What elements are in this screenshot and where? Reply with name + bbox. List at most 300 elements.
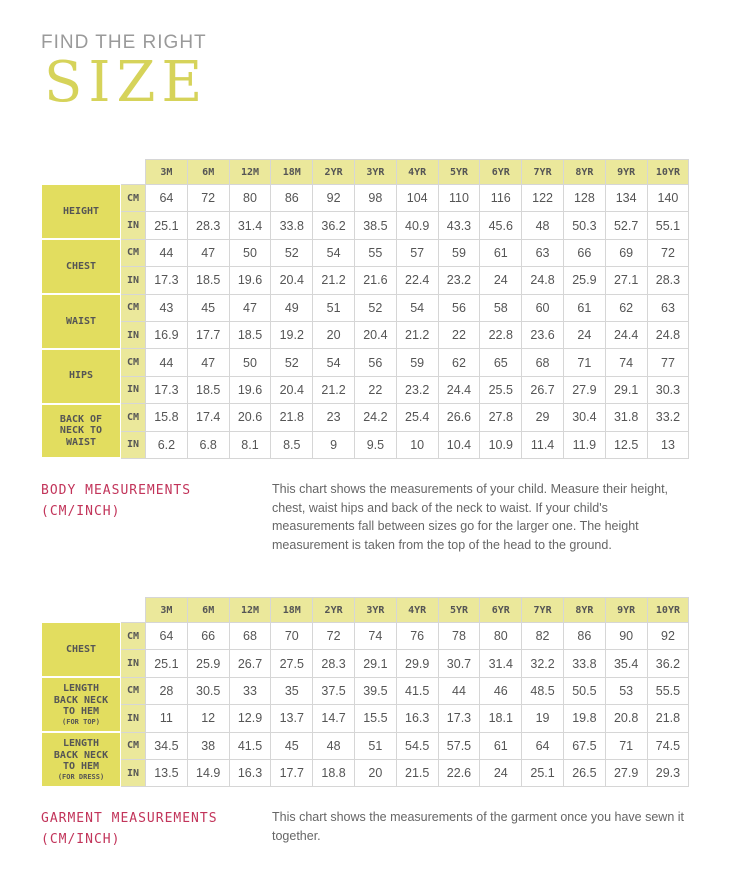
measurement-value: 58 (480, 294, 522, 321)
measurement-value: 13 (647, 431, 689, 458)
measurement-value: 26.7 (522, 376, 564, 403)
measurement-value: 23 (313, 404, 355, 431)
measurement-value: 21.8 (271, 404, 313, 431)
size-column-header: 6M (187, 598, 229, 623)
size-column-header: 3M (146, 598, 188, 623)
measurement-value: 76 (396, 623, 438, 650)
measurement-value: 35.4 (605, 650, 647, 677)
measurement-value: 24 (480, 267, 522, 294)
measurement-value: 82 (522, 623, 564, 650)
measurement-value: 33 (229, 677, 271, 704)
measurement-value: 16.3 (396, 705, 438, 732)
measurement-value: 33.8 (271, 212, 313, 239)
size-column-header: 18M (271, 598, 313, 623)
measurement-value: 25.1 (522, 759, 564, 786)
measurement-value: 47 (229, 294, 271, 321)
measurement-category (42, 623, 121, 678)
measurement-value: 49 (271, 294, 313, 321)
measurement-value: 43 (146, 294, 188, 321)
measurement-value: 23.6 (522, 321, 564, 348)
measurement-value: 43.3 (438, 212, 480, 239)
measurement-value: 26.5 (563, 759, 605, 786)
unit-label: IN (121, 321, 146, 348)
measurement-value: 20.8 (605, 705, 647, 732)
unit-label: IN (121, 212, 146, 239)
measurement-value: 32.2 (522, 650, 564, 677)
size-column-header: 9YR (605, 598, 647, 623)
measurement-value: 44 (146, 239, 188, 266)
measurement-value: 17.4 (187, 404, 229, 431)
measurement-value: 55.5 (647, 677, 689, 704)
table-row (42, 294, 689, 321)
measurement-value: 10.9 (480, 431, 522, 458)
measurement-value: 29.9 (396, 650, 438, 677)
measurement-value: 116 (480, 185, 522, 212)
measurement-value: 8.1 (229, 431, 271, 458)
measurement-value: 27.9 (563, 376, 605, 403)
blank-cell (121, 160, 146, 185)
measurement-value: 16.3 (229, 759, 271, 786)
measurement-value: 23.2 (396, 376, 438, 403)
measurement-value: 20 (313, 321, 355, 348)
measurement-value: 30.7 (438, 650, 480, 677)
measurement-value: 16.9 (146, 321, 188, 348)
measurement-value: 57 (396, 239, 438, 266)
measurement-value: 44 (438, 677, 480, 704)
measurement-value: 9 (313, 431, 355, 458)
measurement-value: 17.3 (146, 376, 188, 403)
measurement-value: 18.5 (187, 376, 229, 403)
table-row (42, 732, 689, 759)
table-row (42, 321, 689, 348)
measurement-value: 22.4 (396, 267, 438, 294)
unit-label: CM (121, 185, 146, 212)
measurement-value: 24.4 (438, 376, 480, 403)
size-column-header: 9YR (605, 160, 647, 185)
measurement-value: 41.5 (396, 677, 438, 704)
measurement-value: 56 (438, 294, 480, 321)
measurement-value: 74 (354, 623, 396, 650)
measurement-value: 39.5 (354, 677, 396, 704)
measurement-value: 51 (313, 294, 355, 321)
measurement-value: 90 (605, 623, 647, 650)
measurement-value: 29.3 (647, 759, 689, 786)
measurement-value: 27.9 (605, 759, 647, 786)
size-column-header: 12M (229, 160, 271, 185)
measurement-value: 36.2 (647, 650, 689, 677)
measurement-value: 134 (605, 185, 647, 212)
measurement-value: 50.5 (563, 677, 605, 704)
measurement-value: 50 (229, 349, 271, 376)
measurement-value: 26.7 (229, 650, 271, 677)
measurement-value: 6.2 (146, 431, 188, 458)
measurement-value: 29.1 (354, 650, 396, 677)
measurement-value: 23.2 (438, 267, 480, 294)
table-row (42, 623, 689, 650)
measurement-value: 21.2 (313, 267, 355, 294)
measurement-value: 21.5 (396, 759, 438, 786)
measurement-value: 52.7 (605, 212, 647, 239)
measurement-value: 21.2 (313, 376, 355, 403)
measurement-category-label: CHEST (65, 260, 97, 272)
measurement-value: 48 (313, 732, 355, 759)
measurement-value: 25.9 (563, 267, 605, 294)
unit-label: CM (121, 239, 146, 266)
measurement-value: 19 (522, 705, 564, 732)
measurement-value: 24.8 (522, 267, 564, 294)
garment-measurements-units: (CM/INCH) (41, 832, 121, 847)
measurement-value: 54.5 (396, 732, 438, 759)
unit-label: IN (121, 705, 146, 732)
body-measurements-table (41, 159, 689, 459)
measurement-category (42, 677, 121, 732)
size-column-header: 6YR (480, 598, 522, 623)
measurement-category-label: HIPS (68, 370, 94, 382)
measurement-value: 24 (563, 321, 605, 348)
size-header-row (42, 160, 689, 185)
page-title: SIZE (44, 50, 209, 115)
measurement-value: 13.7 (271, 705, 313, 732)
size-column-header: 2YR (313, 160, 355, 185)
unit-label: CM (121, 677, 146, 704)
table-row (42, 267, 689, 294)
unit-label: CM (121, 623, 146, 650)
measurement-category-label: BACK OF NECK TO WAIST (59, 413, 103, 448)
body-measurements-units: (CM/INCH) (41, 504, 121, 519)
measurement-value: 34.5 (146, 732, 188, 759)
body-measurements-title: BODY MEASUREMENTS (41, 483, 192, 498)
measurement-value: 64 (522, 732, 564, 759)
blank-cell (42, 598, 121, 623)
table-row (42, 759, 689, 786)
measurement-value: 20.6 (229, 404, 271, 431)
measurement-value: 52 (271, 239, 313, 266)
measurement-value: 80 (480, 623, 522, 650)
measurement-value: 98 (354, 185, 396, 212)
measurement-value: 11.4 (522, 431, 564, 458)
measurement-value: 110 (438, 185, 480, 212)
measurement-value: 122 (522, 185, 564, 212)
measurement-category-label: LENGTH BACK NECK TO HEM (53, 683, 109, 718)
table-row (42, 185, 689, 212)
measurement-value: 67.5 (563, 732, 605, 759)
measurement-value: 28.3 (313, 650, 355, 677)
measurement-value: 29 (522, 404, 564, 431)
measurement-value: 11 (146, 705, 188, 732)
measurement-category (42, 349, 121, 404)
measurement-value: 69 (605, 239, 647, 266)
measurement-value: 21.8 (647, 705, 689, 732)
measurement-value: 20.4 (271, 376, 313, 403)
measurement-value: 18.5 (229, 321, 271, 348)
measurement-value: 59 (438, 239, 480, 266)
measurement-category-label: HEIGHT (62, 205, 100, 217)
measurement-value: 18.8 (313, 759, 355, 786)
measurement-value: 46 (480, 677, 522, 704)
size-column-header: 3YR (354, 598, 396, 623)
table-row (42, 404, 689, 431)
measurement-value: 128 (563, 185, 605, 212)
measurement-value: 20 (354, 759, 396, 786)
unit-label: CM (121, 732, 146, 759)
measurement-value: 54 (313, 349, 355, 376)
measurement-value: 18.1 (480, 705, 522, 732)
measurement-value: 86 (271, 185, 313, 212)
measurement-value: 24 (480, 759, 522, 786)
measurement-value: 140 (647, 185, 689, 212)
measurement-category-note: (FOR DRESS) (57, 772, 105, 781)
measurement-value: 77 (647, 349, 689, 376)
measurement-value: 72 (647, 239, 689, 266)
measurement-value: 17.3 (438, 705, 480, 732)
garment-measurements-description: This chart shows the measurements of the garment once you have sewn it together. (272, 810, 685, 843)
measurement-value: 14.9 (187, 759, 229, 786)
unit-label: IN (121, 267, 146, 294)
measurement-value: 28.3 (647, 267, 689, 294)
measurement-value: 25.9 (187, 650, 229, 677)
measurement-value: 33.2 (647, 404, 689, 431)
measurement-value: 27.8 (480, 404, 522, 431)
measurement-value: 10 (396, 431, 438, 458)
measurement-value: 54 (313, 239, 355, 266)
measurement-value: 80 (229, 185, 271, 212)
unit-label: CM (121, 349, 146, 376)
measurement-value: 15.5 (354, 705, 396, 732)
measurement-category (42, 732, 121, 787)
garment-measurements-table (41, 597, 689, 788)
measurement-value: 17.3 (146, 267, 188, 294)
measurement-category (42, 404, 121, 459)
measurement-value: 25.1 (146, 212, 188, 239)
table-row (42, 677, 689, 704)
size-column-header: 2YR (313, 598, 355, 623)
measurement-value: 61 (480, 239, 522, 266)
measurement-value: 36.2 (313, 212, 355, 239)
table-row (42, 212, 689, 239)
measurement-value: 47 (187, 239, 229, 266)
table-row (42, 376, 689, 403)
measurement-value: 52 (354, 294, 396, 321)
table-row (42, 431, 689, 458)
measurement-value: 64 (146, 623, 188, 650)
measurement-value: 35 (271, 677, 313, 704)
measurement-value: 65 (480, 349, 522, 376)
size-column-header: 5YR (438, 160, 480, 185)
size-column-header: 8YR (563, 598, 605, 623)
measurement-value: 19.6 (229, 267, 271, 294)
measurement-value: 15.8 (146, 404, 188, 431)
measurement-value: 24.4 (605, 321, 647, 348)
body-measurements-label (41, 480, 191, 522)
measurement-value: 22.6 (438, 759, 480, 786)
measurement-value: 92 (647, 623, 689, 650)
measurement-value: 11.9 (563, 431, 605, 458)
measurement-value: 45.6 (480, 212, 522, 239)
measurement-value: 17.7 (271, 759, 313, 786)
size-column-header: 18M (271, 160, 313, 185)
measurement-category-label: WAIST (65, 315, 97, 327)
measurement-value: 52 (271, 349, 313, 376)
measurement-value: 33.8 (563, 650, 605, 677)
blank-cell (42, 160, 121, 185)
measurement-value: 68 (229, 623, 271, 650)
measurement-value: 24.2 (354, 404, 396, 431)
measurement-value: 30.3 (647, 376, 689, 403)
measurement-value: 20.4 (354, 321, 396, 348)
measurement-value: 38.5 (354, 212, 396, 239)
measurement-value: 13.5 (146, 759, 188, 786)
measurement-value: 30.4 (563, 404, 605, 431)
measurement-value: 48 (522, 212, 564, 239)
size-column-header: 4YR (396, 598, 438, 623)
measurement-value: 19.8 (563, 705, 605, 732)
measurement-value: 55 (354, 239, 396, 266)
measurement-value: 68 (522, 349, 564, 376)
size-column-header: 4YR (396, 160, 438, 185)
measurement-value: 14.7 (313, 705, 355, 732)
measurement-value: 66 (187, 623, 229, 650)
measurement-value: 27.1 (605, 267, 647, 294)
measurement-value: 78 (438, 623, 480, 650)
unit-label: CM (121, 404, 146, 431)
measurement-value: 72 (313, 623, 355, 650)
measurement-value: 9.5 (354, 431, 396, 458)
measurement-value: 92 (313, 185, 355, 212)
measurement-value: 31.8 (605, 404, 647, 431)
measurement-value: 31.4 (229, 212, 271, 239)
measurement-value: 22 (354, 376, 396, 403)
measurement-value: 62 (605, 294, 647, 321)
measurement-value: 74 (605, 349, 647, 376)
size-column-header: 10YR (647, 598, 689, 623)
header-subtitle: FIND THE RIGHT (41, 32, 207, 53)
measurement-value: 45 (187, 294, 229, 321)
measurement-value: 54 (396, 294, 438, 321)
measurement-value: 59 (396, 349, 438, 376)
measurement-value: 25.5 (480, 376, 522, 403)
measurement-value: 63 (647, 294, 689, 321)
unit-label: IN (121, 650, 146, 677)
measurement-value: 66 (563, 239, 605, 266)
size-column-header: 8YR (563, 160, 605, 185)
measurement-value: 56 (354, 349, 396, 376)
measurement-value: 17.7 (187, 321, 229, 348)
unit-label: CM (121, 294, 146, 321)
measurement-value: 27.5 (271, 650, 313, 677)
measurement-value: 71 (563, 349, 605, 376)
measurement-value: 50.3 (563, 212, 605, 239)
measurement-value: 28.3 (187, 212, 229, 239)
table-row (42, 650, 689, 677)
size-column-header: 6M (187, 160, 229, 185)
measurement-value: 45 (271, 732, 313, 759)
measurement-category-label: CHEST (65, 643, 97, 655)
measurement-value: 48.5 (522, 677, 564, 704)
blank-cell (121, 598, 146, 623)
measurement-category (42, 294, 121, 349)
measurement-value: 57.5 (438, 732, 480, 759)
size-column-header: 10YR (647, 160, 689, 185)
measurement-value: 10.4 (438, 431, 480, 458)
measurement-value: 37.5 (313, 677, 355, 704)
measurement-value: 104 (396, 185, 438, 212)
measurement-category (42, 239, 121, 294)
measurement-value: 21.6 (354, 267, 396, 294)
measurement-value: 20.4 (271, 267, 313, 294)
measurement-value: 24.8 (647, 321, 689, 348)
measurement-value: 22 (438, 321, 480, 348)
size-header-row (42, 598, 689, 623)
unit-label: IN (121, 376, 146, 403)
measurement-value: 30.5 (187, 677, 229, 704)
measurement-value: 63 (522, 239, 564, 266)
garment-measurements-title: GARMENT MEASUREMENTS (41, 811, 218, 826)
unit-label: IN (121, 759, 146, 786)
measurement-value: 18.5 (187, 267, 229, 294)
measurement-value: 12 (187, 705, 229, 732)
size-column-header: 3M (146, 160, 188, 185)
measurement-value: 47 (187, 349, 229, 376)
measurement-category-note: (FOR TOP) (62, 717, 100, 726)
table-row (42, 349, 689, 376)
size-column-header: 3YR (354, 160, 396, 185)
measurement-value: 21.2 (396, 321, 438, 348)
measurement-value: 72 (187, 185, 229, 212)
size-column-header: 5YR (438, 598, 480, 623)
measurement-value: 40.9 (396, 212, 438, 239)
measurement-category (42, 185, 121, 240)
measurement-value: 31.4 (480, 650, 522, 677)
measurement-value: 61 (563, 294, 605, 321)
measurement-value: 26.6 (438, 404, 480, 431)
measurement-value: 51 (354, 732, 396, 759)
measurement-value: 61 (480, 732, 522, 759)
measurement-value: 19.2 (271, 321, 313, 348)
measurement-value: 25.1 (146, 650, 188, 677)
measurement-value: 74.5 (647, 732, 689, 759)
measurement-value: 12.5 (605, 431, 647, 458)
measurement-value: 8.5 (271, 431, 313, 458)
measurement-value: 50 (229, 239, 271, 266)
measurement-value: 44 (146, 349, 188, 376)
measurement-value: 64 (146, 185, 188, 212)
garment-measurements-label (41, 808, 218, 850)
measurement-value: 29.1 (605, 376, 647, 403)
measurement-value: 60 (522, 294, 564, 321)
measurement-value: 86 (563, 623, 605, 650)
measurement-value: 55.1 (647, 212, 689, 239)
measurement-value: 28 (146, 677, 188, 704)
measurement-value: 41.5 (229, 732, 271, 759)
measurement-value: 19.6 (229, 376, 271, 403)
table-row (42, 705, 689, 732)
size-column-header: 6YR (480, 160, 522, 185)
measurement-value: 62 (438, 349, 480, 376)
size-column-header: 12M (229, 598, 271, 623)
size-column-header: 7YR (522, 598, 564, 623)
measurement-category-label: LENGTH BACK NECK TO HEM (53, 738, 109, 773)
body-measurements-description: This chart shows the measurements of your child. Measure their height, chest, waist hips and back of the neck to waist. If your child's measurements fall between sizes go for the larger one. The height measurement is taken from the top of the head to the ground. (272, 482, 669, 552)
measurement-value: 71 (605, 732, 647, 759)
measurement-value: 70 (271, 623, 313, 650)
unit-label: IN (121, 431, 146, 458)
size-column-header: 7YR (522, 160, 564, 185)
measurement-value: 53 (605, 677, 647, 704)
measurement-value: 38 (187, 732, 229, 759)
table-row (42, 239, 689, 266)
measurement-value: 25.4 (396, 404, 438, 431)
measurement-value: 12.9 (229, 705, 271, 732)
